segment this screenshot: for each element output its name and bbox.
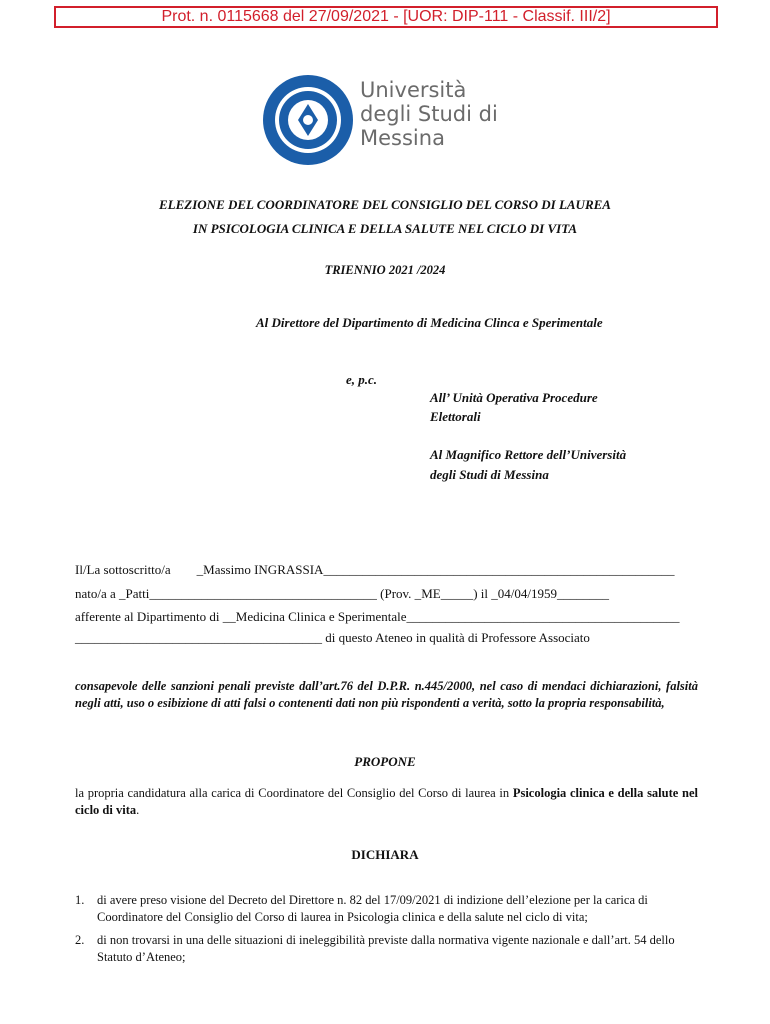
list-item [75, 892, 700, 926]
afferente-label: afferente al Dipartimento di _ [75, 609, 230, 624]
blank-underline: ______________________________________ [75, 630, 322, 645]
recipient-rector-line1: Al Magnifico Rettore dell’Università [430, 447, 627, 462]
prov-value: ME [421, 586, 441, 601]
list-item [75, 932, 700, 966]
dichiara-heading: DICHIARA [351, 847, 419, 862]
recipient-rector-line2: degli Studi di Messina [430, 467, 549, 482]
nato-value: _Patti [119, 586, 150, 601]
date-underline: ________ [556, 586, 609, 601]
recipient-main: Al Direttore del Dipartimento di Medicina Clinca e Sperimentale [256, 315, 603, 330]
prov-label: (Prov. _ [376, 586, 422, 601]
list-item-text: di avere preso visione del Decreto del Direttore n. 82 del 17/09/2021 di indizione dell’elezione per la carica di Coordinatore del Consiglio del Corso di laurea in Psicologia clinica e della salute nel ciclo di vita; [97, 893, 648, 924]
recipient-unit-line2: Elettorali [430, 409, 481, 424]
sottoscritto-value: _Massimo INGRASSIA [196, 562, 324, 577]
propone-paragraph [75, 785, 698, 819]
propone-heading: PROPONE [354, 754, 416, 769]
ateneo-text: di questo Ateneo in qualità di Professore Associato [322, 630, 590, 645]
afferente-line [75, 609, 680, 625]
nato-underline-2: _____________________________ [188, 586, 377, 601]
list-item-number: 1. [75, 893, 85, 907]
propone-course: Psicologia clinica e della salute nel ciclo di vita [75, 786, 698, 817]
title-line1: ELEZIONE DEL COORDINATORE DEL CONSIGLIO DEL CORSO DI LAUREA [159, 197, 611, 212]
university-seal-logo [262, 74, 354, 166]
afferente-underline: __________________________________________ [406, 609, 680, 624]
sottoscritto-label: Il/La sottoscritto/a [75, 562, 171, 577]
protocol-stamp: Prot. n. 0115668 del 27/09/2021 - [UOR: DIP-111 - Classif. III/2] [54, 6, 718, 28]
prov-tail: _____) il _ [440, 586, 498, 601]
propone-text: la propria candidatura alla carica di Coordinatore del Consiglio del Corso di laurea in [75, 786, 513, 800]
title-line2: IN PSICOLOGIA CLINICA E DELLA SALUTE NEL CICLO DI VITA [192, 221, 578, 236]
sottoscritto-line [75, 562, 674, 578]
propone-end: . [136, 803, 140, 817]
university-name [360, 78, 498, 150]
university-name-line3: Messina [360, 126, 445, 150]
declaration-paragraph: consapevole delle sanzioni penali previste dall’art.76 del D.P.R. n.445/2000, nel caso di mendaci dichiarazioni, falsità negli atti, uso o esibizione di atti falsi o contenenti dati non più rispondenti a verità, sotto la propria responsabilità, [75, 679, 698, 710]
afferente-value: _Medicina Clinica e Sperimentale [229, 609, 407, 624]
list-item-number: 2. [75, 933, 85, 947]
recipient-unit-line1: All’ Unità Operativa Procedure [430, 390, 598, 405]
nato-line [75, 586, 609, 602]
nato-label: nato/a a [75, 586, 120, 601]
ateneo-line [75, 630, 590, 646]
recipient-ep: e, p.c. [346, 372, 378, 387]
university-name-line1: Università [360, 78, 467, 102]
sottoscritto-underline: ______________________________________________________ [323, 562, 675, 577]
birth-date: 04/04/1959 [497, 586, 557, 601]
university-name-line2: degli Studi di [360, 102, 498, 126]
nato-underline: ______ [149, 586, 189, 601]
triennio: TRIENNIO 2021 /2024 [324, 263, 446, 277]
list-item-text: di non trovarsi in una delle situazioni di ineleggibilità previste dalla normativa vigente nazionale e dall’art. 54 dello Statuto d’Ateneo; [97, 933, 675, 964]
